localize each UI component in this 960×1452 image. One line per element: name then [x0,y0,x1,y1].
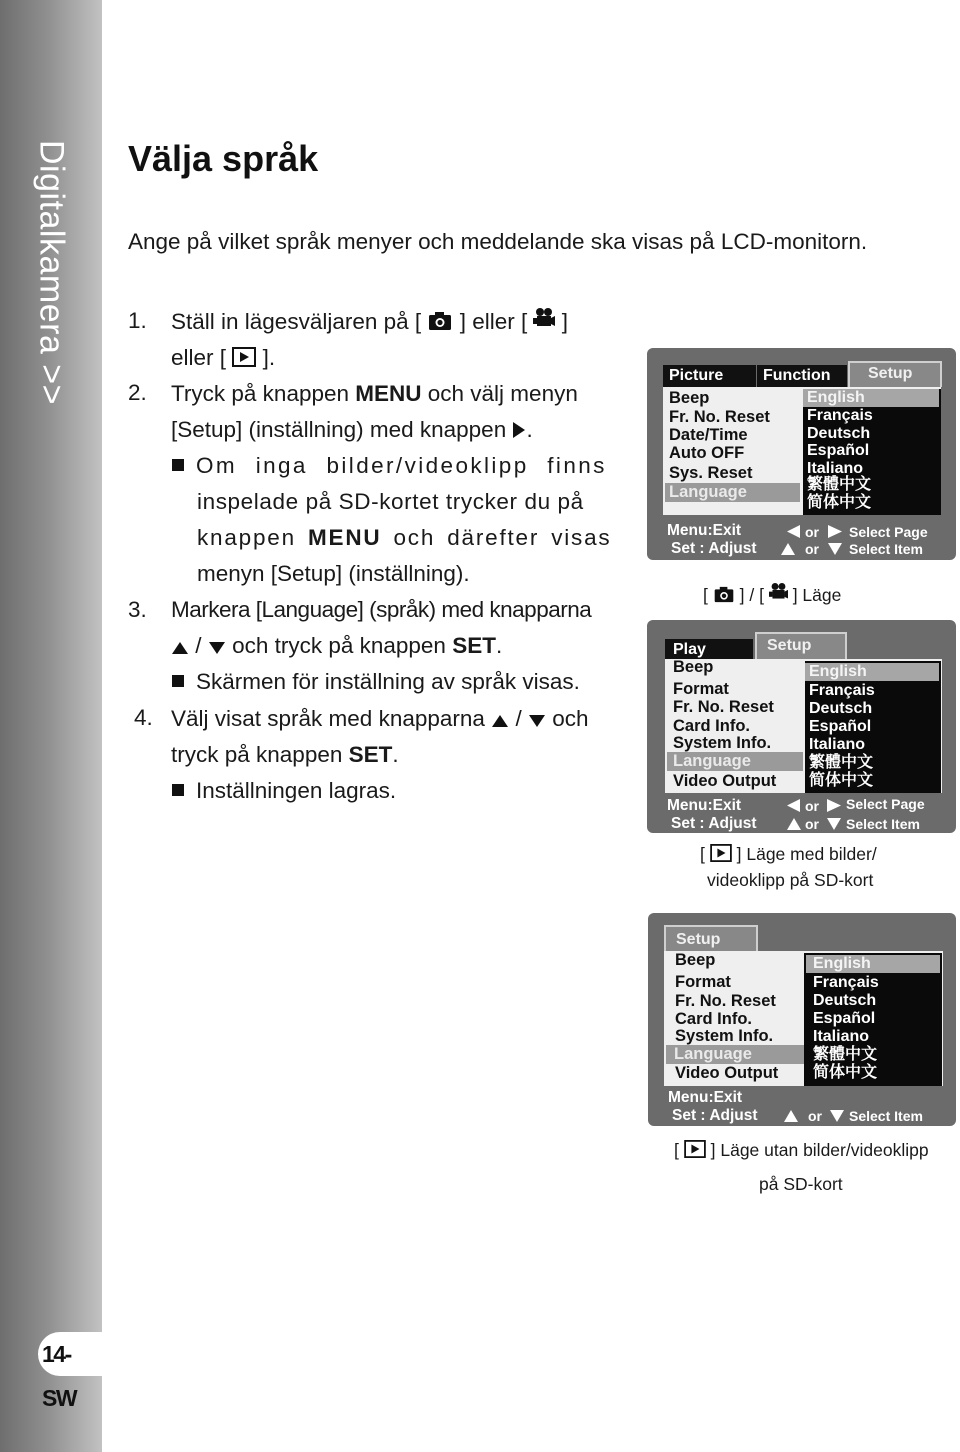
menu-item-auto-off: Auto OFF [669,444,745,462]
select-item-hint: Select Item [846,816,920,832]
language-option-trad-chinese: 繁體中文 [813,1046,878,1063]
playback-icon [684,1140,706,1163]
caption-part: [ [703,585,708,605]
menu-key-label: MENU [355,381,422,406]
left-arrow-icon [787,799,801,817]
menu-exit-hint: Menu:Exit [667,797,742,814]
down-arrow-icon [827,817,841,835]
menu-item-system-info: System Info. [673,734,772,752]
step-text-part: . [526,417,533,442]
menu-item-date-time: Date/Time [669,426,748,444]
step-text-part: ] [561,309,569,334]
menu-exit-hint: Menu:Exit [667,522,742,539]
caption-part: ] Läge med bilder/ [736,844,877,864]
bullet-text-part: och därefter visas [381,525,612,550]
screen2-caption-line1 [700,844,877,867]
caption-part: [ [700,844,705,864]
step-text-part: tryck på knappen [171,742,349,767]
screen3-caption-line2: på SD-kort [759,1174,843,1194]
step-text-part: / [515,706,522,731]
tab-function: Function [757,365,847,387]
select-item-hint: Select Item [849,541,923,557]
step-text [171,380,578,408]
select-page-hint: Select Page [846,796,925,812]
menu-item-video-output: Video Output [675,1064,779,1082]
step-text [171,307,568,338]
up-arrow-icon [781,542,795,560]
step-text-part: ]. [262,345,276,370]
menu-item-card-info: Card Info. [675,1010,752,1028]
camera-icon [427,310,453,338]
step-number: 2. [128,380,147,405]
step-text-part: eller [ [171,345,227,370]
intro-text: Ange på vilket språk menyer och meddelande ska visas på LCD-monitorn. [128,229,868,254]
page-title: Välja språk [128,138,319,179]
menu-item-language: Language [667,752,803,771]
or-label: or [805,816,819,832]
step-text-part: och [552,706,589,731]
or-label: or [805,541,819,557]
language-option-espanol: Español [807,442,870,459]
step-text-part: . [495,633,503,658]
up-arrow-icon [171,634,189,662]
step-text-part: Tryck på knappen [171,381,356,406]
sidebar [0,0,102,1452]
set-key-label: SET [452,633,496,658]
set-adjust-hint: Set : Adjust [672,1107,758,1124]
menu-item-card-info: Card Info. [673,717,750,735]
video-camera-icon [769,582,788,608]
bullet-text: inspelade på SD-kortet trycker du på [197,489,584,514]
screen3-caption-line1 [674,1140,929,1163]
sidebar-title: Digitalkamera >> [32,140,71,406]
bullet-icon [172,675,184,687]
bullet-text: menyn [Setup] (inställning). [197,561,470,586]
bullet-text-part: Inställningen lagras. [196,778,397,803]
step-text-part: [Setup] (inställning) med knappen [171,417,507,442]
step-text-part: Välj visat språk med knapparna [171,706,485,731]
caption-part: ] Läge [792,585,842,605]
step-number: 4. [134,705,153,730]
down-arrow-icon [830,1109,844,1127]
language-option-simp-chinese: 简体中文 [807,494,872,511]
bullet-icon [172,459,184,471]
or-label: or [805,798,819,814]
language-option-francais: Français [809,682,875,699]
language-option-english: English [803,389,939,407]
right-arrow-icon [827,799,841,817]
caption-part: ] Läge utan bilder/videoklipp [710,1140,929,1160]
language-option-deutsch: Deutsch [813,992,877,1009]
language-option-simp-chinese: 简体中文 [813,1064,878,1081]
set-key-label: SET [348,742,393,767]
step-text [171,344,275,374]
step-number: 3. [128,597,147,622]
menu-exit-hint: Menu:Exit [668,1089,743,1106]
page-number: 14-SW [38,1332,102,1376]
menu-item-beep: Beep [673,658,714,676]
tab-setup: Setup [664,925,758,953]
bullet-text-part: Om inga bilder/videoklipp finns [196,453,607,478]
language-option-italiano: Italiano [807,460,864,477]
right-arrow-icon [828,525,842,543]
language-option-francais: Français [807,407,873,424]
bullet-text-part: knappen [197,525,308,550]
tab-picture: Picture [663,365,756,387]
select-page-hint: Select Page [849,524,928,540]
camera-icon [713,586,735,608]
menu-item-format: Format [673,680,729,698]
select-item-hint: Select Item [849,1108,923,1124]
language-option-deutsch: Deutsch [807,425,871,442]
step-text-part: och välj menyn [421,381,578,406]
menu-item-format: Format [675,973,731,991]
screen2-caption-line2: videoklipp på SD-kort [707,870,874,890]
menu-key-label: MENU [307,525,382,550]
step-text-part: . [392,742,399,767]
playback-icon [232,346,256,374]
bullet-text [172,777,396,805]
or-label: or [808,1108,822,1124]
screen1-caption [703,582,841,608]
menu-item-beep: Beep [669,389,710,407]
up-arrow-icon [491,707,509,735]
language-option-espanol: Español [813,1010,876,1027]
step-text [171,741,399,769]
language-option-english: English [806,955,940,973]
tab-setup: Setup [755,632,847,661]
left-arrow-icon [787,525,801,543]
step-text-part: ] eller [ [459,309,528,334]
bullet-text [172,452,607,480]
step-text: Markera [Language] (språk) med knapparna [171,597,592,622]
menu-item-language: Language [666,1045,804,1064]
language-option-deutsch: Deutsch [809,700,873,717]
down-arrow-icon [828,542,842,560]
step-text [171,416,533,446]
menu-item-video-output: Video Output [673,772,777,790]
menu-item-sys-reset: Sys. Reset [669,464,753,482]
step-text [171,632,502,662]
set-adjust-hint: Set : Adjust [671,540,757,557]
video-camera-icon [533,307,555,338]
bullet-text [172,668,580,696]
up-arrow-icon [784,1109,798,1127]
language-option-espanol: Español [809,718,872,735]
bullet-text-part: Skärmen för inställning av språk visas. [196,669,580,694]
menu-item-fr-no-reset: Fr. No. Reset [673,698,774,716]
step-text-part: och tryck på knappen [232,633,453,658]
up-arrow-icon [787,817,801,835]
language-option-trad-chinese: 繁體中文 [809,754,874,771]
step-text [171,705,589,735]
language-option-simp-chinese: 简体中文 [809,772,874,789]
language-option-english: English [805,663,939,681]
lcd-screen-setup-no-files [648,913,956,1126]
step-text-part: / [195,633,202,658]
down-arrow-icon [208,634,226,662]
lcd-screen-setup-playback [647,620,956,833]
set-adjust-hint: Set : Adjust [671,815,757,832]
bullet-text [197,524,611,552]
caption-part: ] / [ [739,585,764,605]
step-text-part: Ställ in lägesväljaren på [ [171,309,422,334]
language-option-italiano: Italiano [809,736,866,753]
language-option-trad-chinese: 繁體中文 [807,476,872,493]
menu-item-beep: Beep [675,951,716,969]
right-arrow-icon [512,418,526,446]
menu-item-system-info: System Info. [675,1027,774,1045]
tab-setup: Setup [848,361,942,387]
menu-item-fr-no-reset: Fr. No. Reset [675,992,776,1010]
bullet-icon [172,784,184,796]
language-option-francais: Français [813,974,879,991]
lcd-screen-setup-camera [647,348,956,560]
playback-icon [710,844,732,867]
step-number: 1. [128,308,147,333]
language-option-italiano: Italiano [813,1028,870,1045]
caption-part: [ [674,1140,679,1160]
menu-item-language: Language [665,483,800,502]
tab-play: Play [665,639,753,661]
or-label: or [805,524,819,540]
down-arrow-icon [528,707,546,735]
menu-item-fr-no-reset: Fr. No. Reset [669,408,770,426]
